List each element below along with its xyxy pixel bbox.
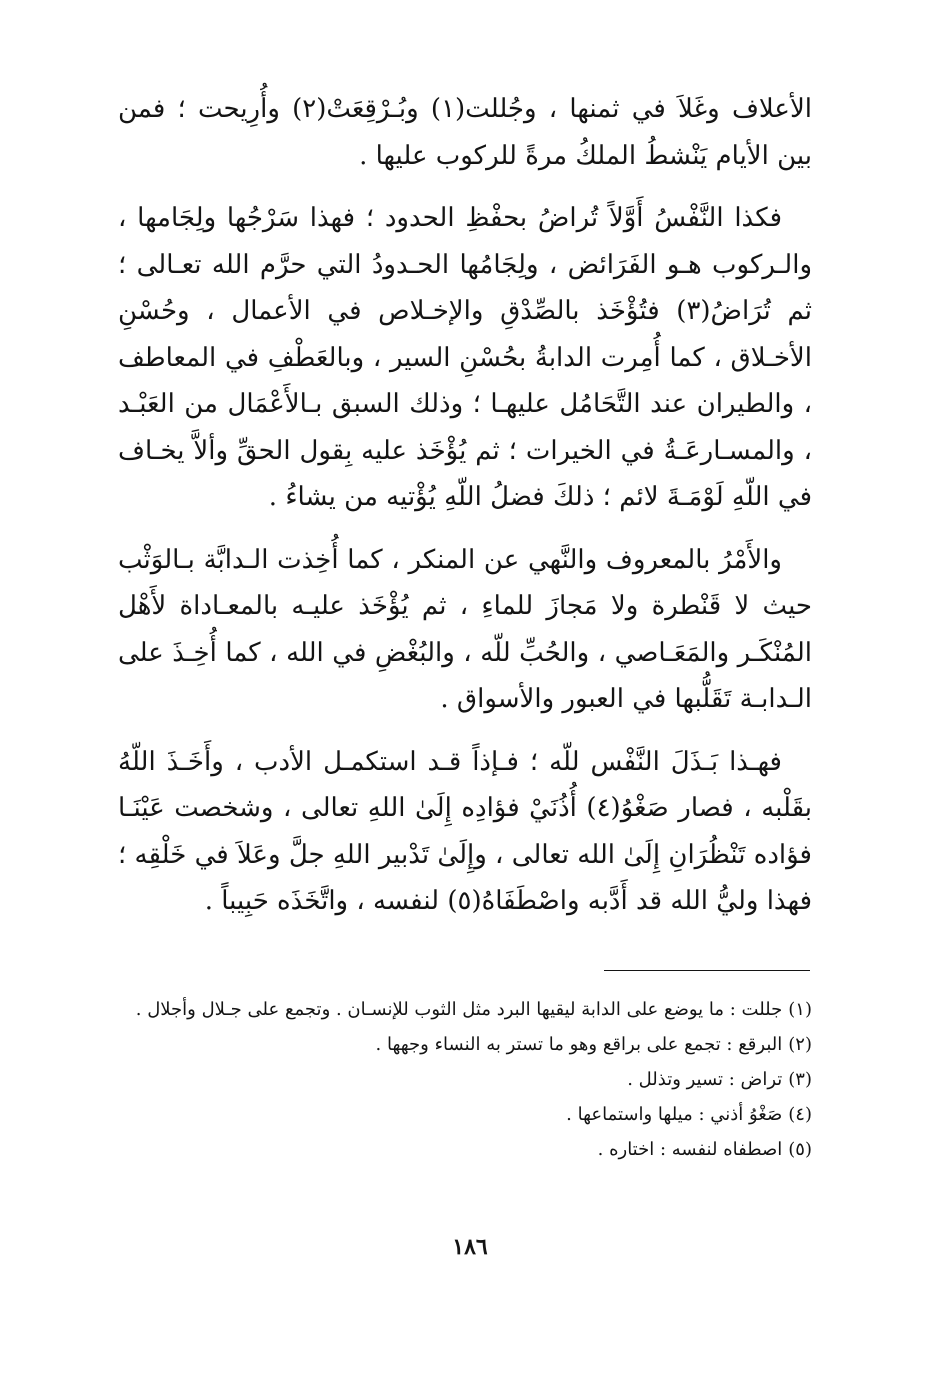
paragraph-3: والأَمْرُ بالمعروف والنَّهي عن المنكر ، كما أُخِذت الـدابَّة بـالوَثْب حيث لا قَنْطرة ولا مَجازَ للماءِ ، ثم يُؤْخَذ عليـه بالمعـاداة لأَهْل المُنْكَـر والمَعَـاصي ، والحُبِّ للّه ، والبُغْضِ في الله ، كما أُخِـذَ على الـدابـة تَقَلُّبها في العبور والأسواق . <box>118 544 812 714</box>
main-text <box>118 86 812 941</box>
footnotes <box>118 992 812 1167</box>
footnote-number: (٤) <box>788 1104 812 1125</box>
footnote-text: تراض : تسير وتذلل . <box>627 1069 783 1090</box>
footnote-number: (٥) <box>788 1139 812 1160</box>
footnote-number: (٣) <box>788 1069 812 1090</box>
footnote-number: (١) <box>788 999 812 1020</box>
footnote-text: جللت : ما يوضع على الدابة ليقيها البرد مثل الثوب للإنسـان . وتجمع على جـلال وأجلال . <box>135 999 783 1020</box>
footnote-text: اصطفاه لنفسه : اختاره . <box>597 1139 783 1160</box>
footnote-number: (٢) <box>788 1034 812 1055</box>
footnote-2 <box>118 1027 812 1062</box>
footnote-4 <box>118 1097 812 1132</box>
footnote-text: صَغْوُ أذني : ميلها واستماعها . <box>566 1104 783 1125</box>
paragraph-1: الأعلاف وغَلاَ في ثمنها ، وجُللت(١) وبُـرْقِعَتْ(٢) وأُرِيحت ؛ فمن بين الأيام يَنْشطُ الملكُ مرةً للركوب عليها . <box>118 94 812 171</box>
footnote-1 <box>118 992 812 1027</box>
paragraph-4: فهـذا بَـذَلَ النَّفْس للّه ؛ فـإذاً قـد استكمـل الأدب ، وأَخَـذَ اللّهُ بقَلْبه ، فصار صَغْوُ(٤) أُذُنَيْ فؤادِه إِلَىٰ اللهِ تعالى ، وشخصت عَيْنَـا فؤاده تَنْظُرَانِ إِلَىٰ الله تعالى ، وإِلَىٰ تَدْبير اللهِ جلَّ وعَلاَ في خَلْقِه ؛ فهذا وليُّ الله قد أَدَّبه واصْطَفَاهُ(٥) لنفسه ، واتَّخَذَه حَبِيباً . <box>118 746 812 916</box>
footnote-text: البرقع : تجمع على براقع وهو ما تستر به النساء وجهها . <box>375 1034 783 1055</box>
footnote-5 <box>118 1132 812 1167</box>
footnote-separator <box>604 970 810 971</box>
paragraph-2: فكذا النَّفْسُ أَوَّلاً تُراضُ بحفْظِ الحدود ؛ فهذا سَرْجُها ولِجَامها ، والـركوب هـو الفَرَائض ، ولِجَامُها الحـدودُ التي حرَّم الله تعـالى ؛ ثم تُرَاضُ(٣) فتُؤْخَذ بالصِّدْقِ والإخـلاص في الأعمال ، وحُسْنِ الأخـلاق ، كما أُمِرت الدابةُ بحُسْنِ السير ، وبالعَطْفِ في المعاطف ، والطيران عند التَّحَامُل عليهـا ؛ وذلك السبق بـالأَعْمَال من العَبْـد ، والمسـارعَـةُ في الخيرات ؛ ثم يُؤْخَذ عليه بِقول الحقِّ وألاَّ يخـاف في اللّهِ لَوْمَـةَ لائم ؛ ذلكَ فضلُ اللّهِ يُؤْتيه من يشاءُ . <box>118 203 812 512</box>
footnote-3 <box>118 1062 812 1097</box>
page-number: ١٨٦ <box>452 1234 488 1260</box>
